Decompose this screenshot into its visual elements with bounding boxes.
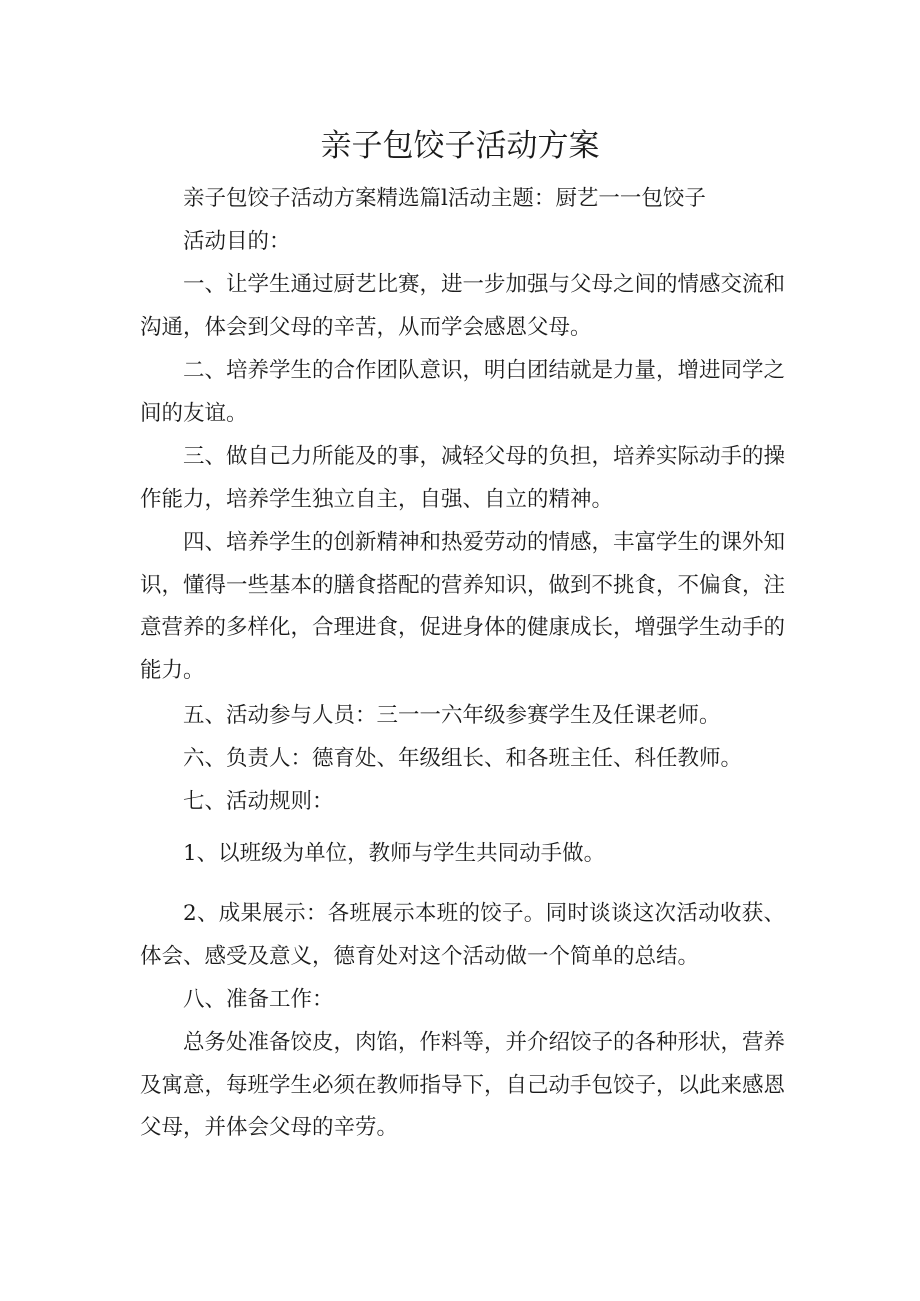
- paragraph-rules-heading: 七、活动规则：: [183, 789, 334, 814]
- paragraph-responsible: 六、负责人：德育处、年级组长、和各班主任、科任教师。: [183, 746, 743, 771]
- paragraph-preparation: 总务处准备饺皮，肉馅，作料等，并介绍饺子的各种形状，营养及寓意，每班学生必须在教师指导下，自己动手包饺子，以此来感恩父母，并体会父母的辛劳。: [140, 1030, 786, 1140]
- paragraph-rule-1: 1、以班级为单位，教师与学生共同动手做。: [183, 841, 606, 866]
- paragraph-goal-1: 一、让学生通过厨艺比赛，进一步加强与父母之间的情感交流和沟通，体会到父母的辛苦，从而学会感恩父母。: [140, 272, 786, 340]
- paragraph-goal-3: 三、做自己力所能及的事，减轻父母的负担，培养实际动手的操作能力，培养学生独立自主，自强、自立的精神。: [140, 444, 786, 512]
- paragraph-purpose-heading: 活动目的：: [183, 229, 291, 254]
- paragraph-goal-4: 四、培养学生的创新精神和热爱劳动的情感，丰富学生的课外知识，懂得一些基本的膳食搭配的营养知识，做到不挑食，不偏食，注意营养的多样化，合理进食，促进身体的健康成长，增强学生动手的能力。: [140, 530, 786, 683]
- paragraph-participants: 五、活动参与人员：三一一六年级参赛学生及任课老师。: [183, 703, 721, 728]
- paragraph-preparation-heading: 八、准备工作：: [183, 987, 334, 1012]
- paragraph-intro: 亲子包饺子活动方案精选篇l活动主题：厨艺一一包饺子: [183, 186, 706, 211]
- paragraph-rule-2: 2、成果展示：各班展示本班的饺子。同时谈谈这次活动收获、体会、感受及意义，德育处对这个活动做一个简单的总结。: [140, 901, 785, 969]
- paragraph-goal-2: 二、培养学生的合作团队意识，明白团结就是力量，增进同学之间的友谊。: [140, 358, 786, 426]
- document-title: 亲子包饺子活动方案: [320, 128, 600, 164]
